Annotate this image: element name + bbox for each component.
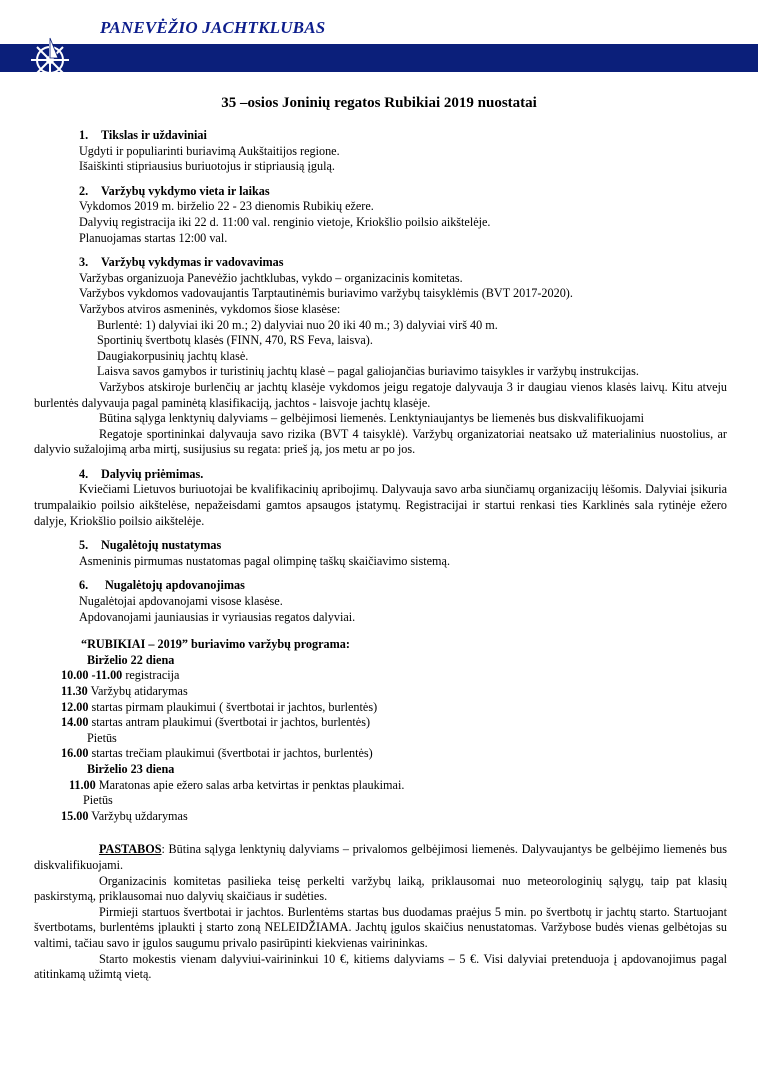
program-row: Pietūs: [83, 793, 113, 808]
text-line: Nugalėtojai apdovanojami visose klasėse.: [79, 594, 283, 609]
text-line: Varžybos vykdomos vadovaujantis Tarptautinėmis buriavimo varžybų taisyklėmis (BVT 2017-2020).: [79, 286, 573, 301]
program-day: Birželio 22 diena: [87, 652, 175, 667]
header-band: [0, 44, 758, 72]
header: [0, 0, 758, 80]
text-line: Dalyvių registracija iki 22 d. 11:00 val. renginio vietoje, Kriokšlio poilsio aikštelėje.: [79, 214, 491, 229]
notes-paragraph: Organizacinis komitetas pasilieka teisę perkelti varžybų laiką, priklausomai nuo meteorologinių sąlygų, taip pat klasių paskirstymą, priklausomai nuo dalyvių skaičiaus ir sudėties.: [34, 873, 727, 904]
text-line: Ugdyti ir populiarinti buriavimą Aukštaitijos regione.: [79, 143, 340, 158]
helm-sail-icon: [28, 36, 72, 80]
section-heading: 3. Varžybų vykdymas ir vadovavimas: [79, 255, 284, 270]
club-name: PANEVĖŽIO JACHTKLUBAS: [100, 18, 326, 37]
text-line: Varžybos atviros asmeninės, vykdomos šiose klasėse:: [79, 301, 341, 316]
text-line: Varžybas organizuoja Panevėžio jachtklubas, vykdo – organizacinis komitetas.: [79, 270, 463, 285]
paragraph: Regatoje sportininkai dalyvauja savo rizika (BVT 4 taisyklė). Varžybų organizatoriai neatsako už materialinius nuostolius, ar dalyvio sužalojimą arba mirtį, susijusius su regata: prieš ją, jos metu ar po jos.: [34, 426, 727, 457]
section-heading: 1. Tikslas ir uždaviniai: [79, 128, 207, 142]
section-heading: 4. Dalyvių priėmimas.: [79, 466, 204, 481]
text-line: Vykdomos 2019 m. birželio 22 - 23 dienomis Rubikių ežere.: [79, 199, 374, 214]
page-title: 35 –osios Joninių regatos Rubikiai 2019 nuostatai: [221, 95, 537, 111]
notes-label: PASTABOS: [99, 842, 162, 857]
program-row: 14.00 startas antram plaukimui (švertbotai ir jachtos, burlentės): [61, 715, 371, 730]
class-item: Burlentė: 1) dalyviai iki 20 m.; 2) dalyviai nuo 20 iki 40 m.; 3) dalyviai virš 40 m.: [97, 317, 498, 332]
section-heading: 2. Varžybų vykdymo vieta ir laikas: [79, 183, 270, 198]
program-day: Birželio 23 diena: [87, 761, 175, 776]
class-item: Sportinių švertbotų klasės (FINN, 470, RS Feva, laisva).: [97, 333, 373, 348]
section-heading: 6. Nugalėtojų apdovanojimas: [79, 578, 245, 593]
paragraph: Varžybos atskiroje burlenčių ar jachtų klasėje vykdomos jeigu regatoje dalyvauja 3 ir daugiau vienos klasės laivų. Kitu atveju burlentės dalyvauja pagal paminėtą klasifikaciją, jachtos - laisvoje jachtų klasėje.: [34, 379, 727, 410]
paragraph: Būtina sąlyga lenktynių dalyviams – gelbėjimosi liemenės. Lenktyniaujantys be liemenės bus diskvalifikuojami: [99, 411, 644, 426]
class-item: Laisva savos gamybos ir turistinių jachtų klasė – pagal galiojančias buriavimo taisykles ir varžybų instrukcijas.: [97, 364, 639, 379]
program-row: 11.30 Varžybų atidarymas: [61, 684, 188, 698]
program-row: 10.00 -11.00 registracija: [61, 668, 180, 683]
notes-paragraph: PASTABOS: Būtina sąlyga lenktynių dalyviams – privalomos gelbėjimosi liemenės. Dalyvaujantys be gelbėjimo liemenės bus diskvalifikuojami.: [34, 842, 727, 872]
program-title: “RUBIKIAI – 2019” buriavimo varžybų programa:: [81, 637, 350, 652]
notes-paragraph: Pirmieji startuos švertbotai ir jachtos. Burlentėms startas bus duodamas praėjus 5 min. po švertbotų ir jachtų starto. Startuojant švertbotams, burlentėms įplaukti į starto zoną NELEIDŽIAMA. Jachtų įgulos skaičius nenustatomas. Varžybose budės vienas gelbėtojas su valtimi, tačiau savo ir įgulos saugumu privalo pasirūpinti kiekvienas vairininkas.: [34, 904, 727, 950]
section-heading: 5. Nugalėtojų nustatymas: [79, 538, 222, 553]
program-row: Pietūs: [87, 730, 117, 745]
text-line: Planuojamas startas 12:00 val.: [79, 230, 228, 245]
program-row: 16.00 startas trečiam plaukimui (švertbotai ir jachtos, burlentės): [61, 746, 373, 761]
text-line: Apdovanojami jauniausias ir vyriausias regatos dalyviai.: [79, 609, 356, 624]
program-row: 12.00 startas pirmam plaukimui ( švertbotai ir jachtos, burlentės): [61, 699, 378, 714]
class-item: Daugiakorpusinių jachtų klasė.: [97, 348, 249, 363]
notes-paragraph: Starto mokestis vienam dalyviui-vairininkui 10 €, kitiems dalyviams – 5 €. Visi dalyviai pretenduoja į apdovanojimus pagal atitinkamą užimtą vietą.: [34, 951, 727, 982]
text-line: Išaiškinti stipriausius buriuotojus ir stipriausią įgulą.: [79, 159, 335, 174]
program-row: 11.00 Maratonas apie ežero salas arba ketvirtas ir penktas plaukimai.: [69, 777, 405, 792]
document-body: [34, 128, 727, 983]
paragraph: Kviečiami Lietuvos buriuotojai be kvalifikacinių apribojimų. Dalyvauja savo arba siunčiamų organizacijų lėšomis. Dalyviai įsikuria trumpalaikio poilsio aikštelėse, nepažeisdami gamtos apsaugos įstatymų. Registracijai ir startui renkasi ties Karklinės sala rytinėje ežero dalyje, Kriokšlio poilsio aikštelėje.: [34, 482, 727, 528]
text-line: Asmeninis pirmumas nustatomas pagal olimpinę taškų skaičiavimo sistemą.: [79, 553, 450, 568]
program-row: 15.00 Varžybų uždarymas: [61, 808, 188, 823]
